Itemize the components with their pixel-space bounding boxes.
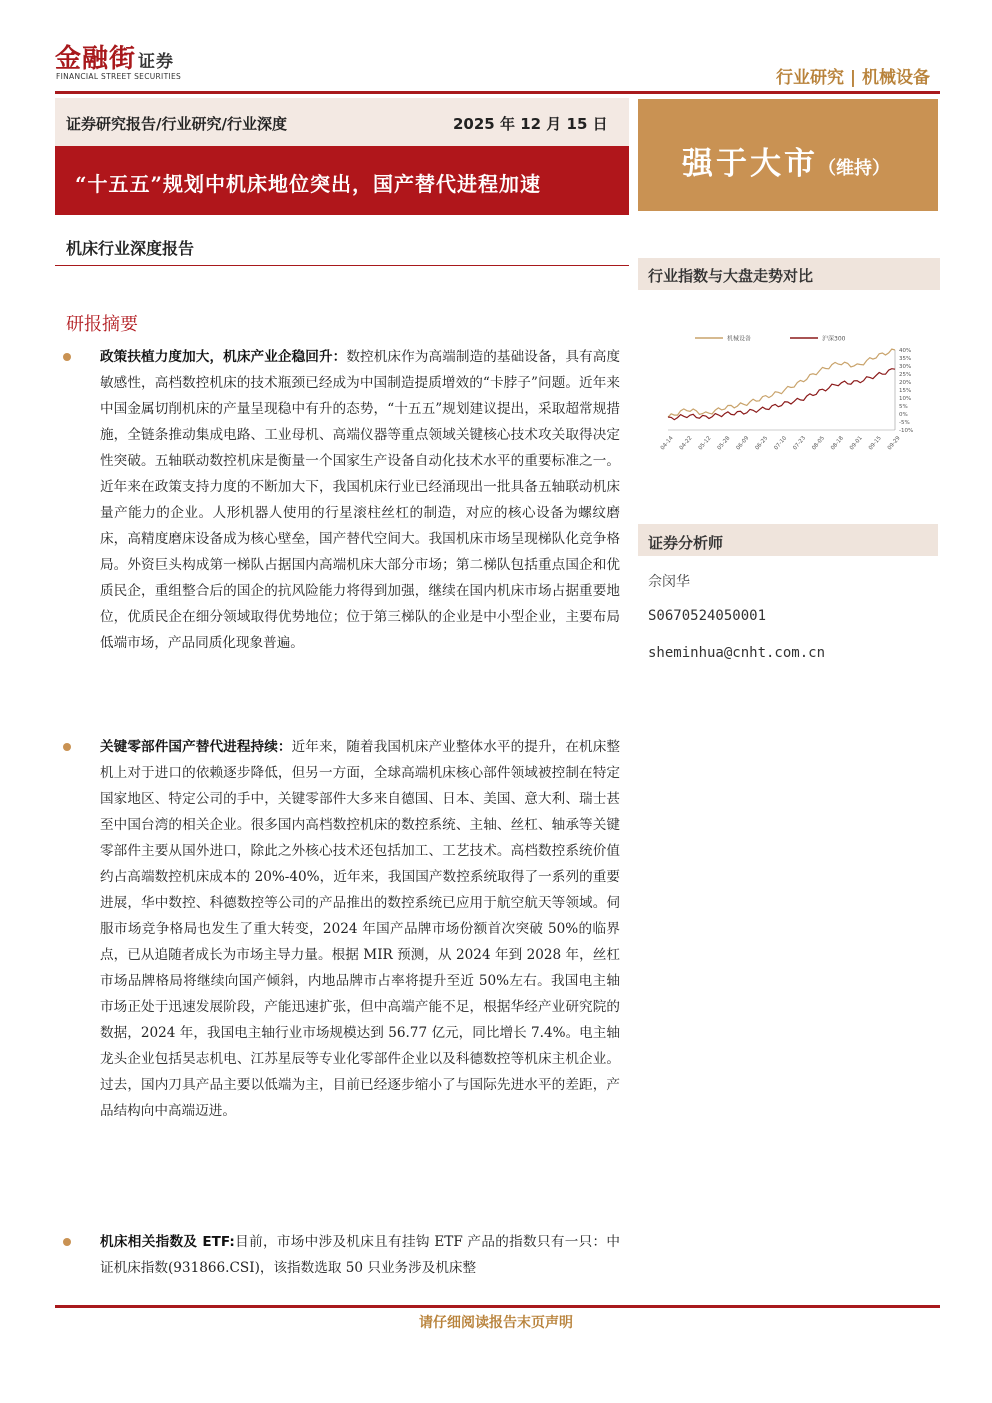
- series-line-1: [668, 349, 895, 417]
- chart-y-ticks: [899, 348, 913, 434]
- report-subheading: 机床行业深度报告: [66, 239, 195, 258]
- report-date: 2025 年 12 月 15 日: [453, 115, 608, 133]
- analyst-license-id: S0670524050001: [648, 608, 767, 624]
- legend-label: 沪深300: [822, 335, 846, 343]
- subheading-divider: [55, 265, 629, 266]
- x-tick-label: 08-05: [811, 435, 827, 452]
- y-tick-label: 40%: [899, 348, 912, 354]
- index-comparison-chart: [650, 330, 935, 470]
- y-tick-label: 20%: [899, 380, 912, 386]
- paragraph-body: 数控机床作为高端制造的基础设备，具有高度敏感性，高档数控机床的技术瓶颈已经成为中国制造提质增效的“卡脖子”问题。近年来中国金属切削机床的产量呈现稳中有升的态势，“十五五”规划建议提出，采取超常规措施，全链条推动集成电路、工业母机、高端仪器等重点领域关键核心技术攻关取得决定性突破。五轴联动数控机床是衡量一个国家生产设备自动化技术水平的重要标准之一。近年来在政策支持力度的不断加大下，我国机床行业已经涌现出一批具备五轴联动机床量产能力的企业。人形机器人使用的行星滚柱丝杠的制造，对应的核心设备为螺纹磨床，高精度磨床设备成为核心壁垒，国产替代空间大。我国机床市场呈现梯队化竞争格局。外资巨头构成第一梯队占据国内高端机床大部分市场；第二梯队包括重点国企和优质民企，重组整合后的国企的抗风险能力将得到加强，继续在国内机床市场占据重要地位，优质民企在细分领域取得优势地位；位于第三梯队的企业是中小型企业，主要布局低端市场，产品同质化现象普遍。: [100, 349, 620, 651]
- abstract-paragraph-3: [100, 1229, 620, 1281]
- chart-legend: [695, 335, 846, 343]
- y-tick-label: 5%: [899, 404, 908, 410]
- y-tick-label: -5%: [899, 420, 910, 426]
- index-compare-title: 行业指数与大盘走势对比: [648, 267, 814, 285]
- x-tick-label: 09-29: [886, 435, 902, 452]
- analyst-name: 佘闵华: [648, 574, 690, 590]
- footer-divider: [55, 1305, 940, 1308]
- header-divider: [55, 91, 940, 94]
- x-tick-label: 09-01: [848, 435, 864, 452]
- abstract-paragraph-1: [100, 344, 620, 656]
- paragraph-lead: 关键零部件国产替代进程持续：: [100, 739, 292, 755]
- y-tick-label: 35%: [899, 356, 912, 362]
- x-tick-label: 05-12: [697, 435, 713, 452]
- y-tick-label: -10%: [899, 428, 914, 434]
- analyst-title: 证券分析师: [648, 534, 724, 552]
- paragraph-body: 目前，市场中涉及机床且有挂钩 ETF 产品的指数只有一只：中证机床指数(931866.CSI)，该指数选取 50 只业务涉及机床整: [100, 1234, 621, 1276]
- logo-sub: 证券: [138, 52, 175, 72]
- paragraph-lead: 机床相关指数及 ETF:: [100, 1234, 235, 1250]
- x-tick-label: 04-22: [678, 435, 694, 452]
- abstract-title: 研报摘要: [66, 314, 138, 335]
- x-tick-label: 05-28: [716, 435, 732, 452]
- company-logo: [55, 38, 174, 75]
- analyst-email[interactable]: sheminhua@cnht.com.cn: [648, 645, 826, 661]
- x-tick-label: 06-09: [735, 435, 751, 452]
- report-title: “十五五”规划中机床地位突出，国产替代进程加速: [75, 172, 542, 196]
- chart-x-ticks: [660, 435, 902, 451]
- x-tick-label: 09-15: [867, 435, 883, 452]
- report-category: 行业研究 | 机械设备: [775, 68, 930, 88]
- x-tick-label: 04-14: [659, 435, 675, 452]
- bullet-icon: [63, 1238, 71, 1246]
- legend-label: 机械设备: [727, 335, 752, 343]
- rating-note: （维持）: [818, 158, 890, 179]
- bullet-icon: [63, 743, 71, 751]
- paragraph-body: 近年来，随着我国机床产业整体水平的提升，在机床整机上对于进口的依赖逐步降低，但另一方面，全球高端机床核心部件领域被控制在特定国家地区、特定公司的手中，关键零部件大多来自德国、日本、美国、意大利、瑞士甚至中国台湾的相关企业。很多国内高档数控机床的数控系统、主轴、丝杠、轴承等关键零部件主要从国外进口，除此之外核心技术还包括加工、工艺技术。高档数控系统价值约占高端数控机床成本的 20%-40%，近年来，我国国产数控系统取得了一系列的重要进展，华中数控、科德数控等公司的产品推出的数控系统已应用于航空航天等领域。伺服市场竞争格局也发生了重大转变，2024 年国产品牌市场份额首次突破 50%的临界点，已从追随者成长为市场主导力量。根据 MIR 预测，从 2024 年到 2028 年，丝杠市场品牌格局将继续向国产倾斜，内地品牌市占率将提升至近 50%左右。我国电主轴市场正处于迅速发展阶段，产能迅速扩张，但中高端产能不足，根据华经产业研究院的数据，2024 年，我国电主轴行业市场规模达到 56.77 亿元，同比增长 7.4%。电主轴龙头企业包括昊志机电、江苏星辰等专业化零部件企业以及科德数控等机床主机企业。过去，国内刀具产品主要以低端为主，目前已经逐步缩小了与国际先进水平的差距，产品结构向中高端迈进。: [100, 739, 621, 1119]
- y-tick-label: 0%: [899, 412, 908, 418]
- footer-disclaimer: 请仔细阅读报告末页声明: [419, 1315, 573, 1331]
- rating-label: 强于大市: [682, 146, 818, 182]
- report-type: 证券研究报告/行业研究/行业深度: [66, 115, 287, 133]
- y-tick-label: 15%: [899, 388, 912, 394]
- bullet-icon: [63, 353, 71, 361]
- y-tick-label: 25%: [899, 372, 912, 378]
- x-tick-label: 08-18: [830, 435, 845, 452]
- y-tick-label: 30%: [899, 364, 912, 370]
- y-tick-label: 10%: [899, 396, 912, 402]
- x-tick-label: 06-25: [754, 435, 770, 452]
- logo-text: 金融街: [55, 44, 137, 74]
- abstract-paragraph-2: [100, 734, 620, 1124]
- x-tick-label: 07-23: [792, 435, 808, 452]
- rating: [682, 138, 890, 183]
- paragraph-lead: 政策扶植力度加大，机床产业企稳回升：: [100, 349, 347, 365]
- chart-plot: [668, 349, 895, 430]
- logo-english: FINANCIAL STREET SECURITIES: [56, 72, 182, 81]
- x-tick-label: 07-10: [773, 435, 789, 452]
